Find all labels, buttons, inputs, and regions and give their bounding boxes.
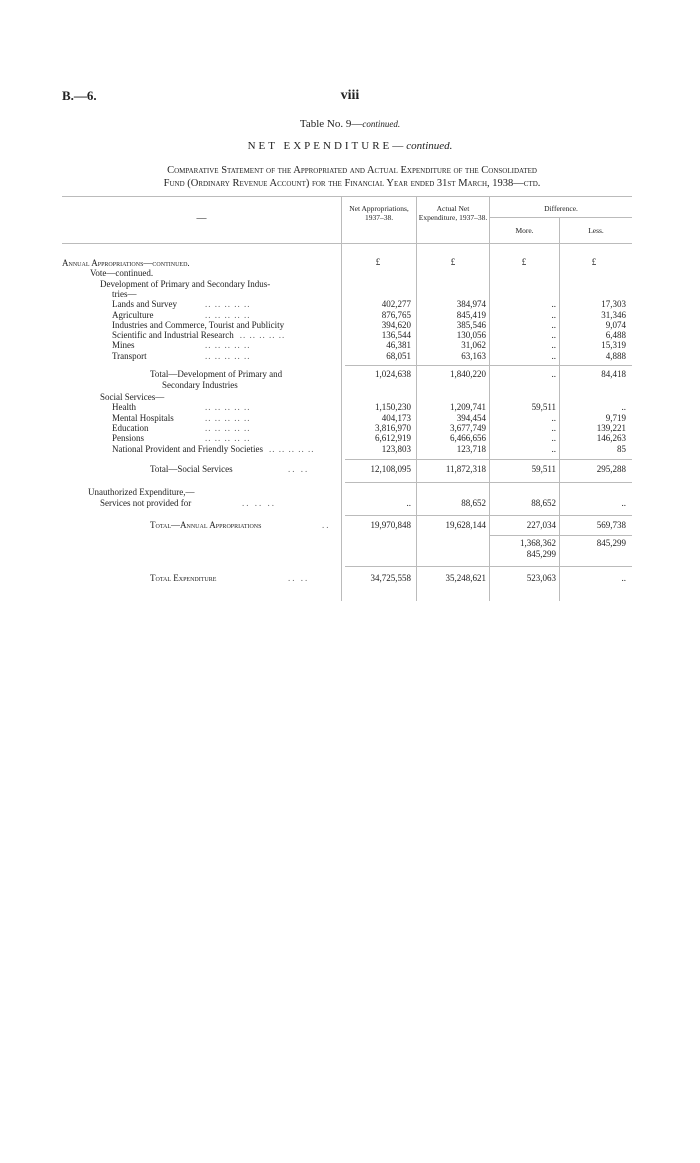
cell-less: 9,719 [605, 412, 626, 423]
cell-actual: 3,677,749 [450, 422, 486, 433]
section-rule [490, 535, 632, 536]
leader-dots: .. .. .. .. .. [205, 299, 251, 310]
cell-actual: 385,546 [456, 319, 486, 330]
cell-more: .. [551, 443, 556, 454]
cell-actual: 35,248,621 [445, 573, 486, 583]
cell-less: 4,888 [605, 350, 626, 361]
section-title-cont: continued. [406, 140, 453, 152]
cell-net-appropriations: 3,816,970 [375, 422, 411, 433]
total-development-row [0, 369, 700, 380]
currency-symbol: £ [591, 257, 597, 267]
leader-dots: .. .. [288, 464, 310, 474]
row-label: Scientific and Industrial Research [112, 330, 234, 341]
cell-actual: 88,652 [461, 498, 486, 508]
row-label: Education [112, 422, 149, 433]
cell-more: 59,511 [531, 464, 556, 474]
cell-actual: 19,628,144 [445, 520, 486, 530]
cell-net-appropriations: 68,051 [386, 350, 411, 361]
cell-actual: 1,840,220 [450, 369, 486, 379]
total-development-row-2 [0, 380, 700, 391]
table-subtitle [62, 164, 642, 190]
adjustment-row-2 [0, 549, 700, 560]
subtitle-line-2: Fund (Ordinary Revenue Account) for the Financial Year ended 31st March, 1938—ctd. [163, 178, 541, 189]
section-title-main: NET EXPENDITURE— [247, 140, 407, 152]
row-label: Mines [112, 340, 135, 351]
table-number [0, 118, 700, 130]
currency-symbol: £ [450, 257, 456, 267]
row-label: tries— [112, 288, 137, 299]
cell-less: 146,263 [596, 433, 626, 444]
column-header-more: More. [515, 226, 534, 235]
cell-more: 88,652 [531, 498, 556, 508]
cell-less: 31,346 [601, 309, 626, 320]
column-header-difference: Difference. [544, 204, 578, 213]
row-label: National Provident and Friendly Societies [112, 443, 263, 454]
table-number-main: Table No. 9— [299, 118, 363, 130]
page-number: viii [340, 88, 360, 103]
cell-net-appropriations: 394,620 [381, 319, 411, 330]
row-label: Vote—continued. [90, 268, 154, 279]
cell-less: .. [621, 402, 626, 413]
total-expenditure-row [0, 573, 700, 584]
cell-net-appropriations: 1,024,638 [375, 369, 411, 379]
cell-more: 59,511 [531, 402, 556, 413]
row-label: Services not provided for [100, 498, 192, 508]
cell-less: .. [621, 498, 626, 508]
leader-dots: .. .. .. .. .. [205, 350, 251, 361]
cell-less: 17,303 [601, 299, 626, 310]
cell-less: 84,418 [601, 369, 626, 379]
leader-dots: .. .. .. .. .. [268, 443, 315, 454]
leader-dots: .. .. .. .. .. [205, 412, 251, 423]
cell-actual: 130,056 [456, 330, 486, 341]
cell-actual: 123,718 [456, 443, 486, 454]
subtotal-rule [345, 459, 632, 460]
table-row [0, 351, 700, 362]
cell-less: 6,488 [605, 330, 626, 341]
row-label: Social Services— [100, 392, 165, 402]
cell-actual: 63,163 [461, 350, 486, 361]
cell-more: .. [551, 319, 556, 330]
cell-actual: 31,062 [461, 340, 486, 351]
total-annual-row [0, 520, 700, 531]
unauthorized-row [0, 487, 700, 498]
currency-symbol: £ [521, 257, 527, 267]
cell-less: 569,738 [596, 520, 626, 530]
row-label: Development of Primary and Secondary Indus- [100, 278, 271, 289]
row-label: Agriculture [112, 309, 154, 320]
column-header-blank: — [196, 213, 207, 224]
adjustment-row [0, 538, 700, 549]
cell-less: 295,288 [596, 464, 626, 474]
table-header-rule [62, 243, 632, 244]
cell-more: .. [551, 350, 556, 361]
difference-rule [490, 217, 632, 218]
cell-actual: 394,454 [456, 412, 486, 423]
cell-less: 9,074 [605, 319, 626, 330]
cell-net-appropriations: 876,765 [381, 309, 411, 320]
row-label: Total Expenditure [150, 573, 217, 583]
row-label: Lands and Survey [112, 299, 177, 310]
cell-net-appropriations: .. [406, 498, 411, 508]
table-row [0, 444, 700, 455]
cell-more: .. [551, 340, 556, 351]
cell-more: 845,299 [526, 549, 556, 559]
unauthorized-row-2 [0, 498, 700, 509]
cell-more: 227,034 [526, 520, 556, 530]
section-rule [345, 515, 632, 516]
row-label: Total—Social Services [150, 464, 233, 474]
subtotal-rule [345, 365, 632, 366]
section-title [0, 140, 700, 152]
cell-less: 139,221 [596, 422, 626, 433]
cell-net-appropriations: 1,150,230 [375, 402, 411, 413]
cell-actual: 6,466,656 [450, 433, 486, 444]
cell-net-appropriations: 12,108,095 [370, 464, 411, 474]
cell-actual: 1,209,741 [450, 402, 486, 413]
cell-net-appropriations: 402,277 [381, 299, 411, 310]
row-label: Pensions [112, 433, 145, 444]
cell-net-appropriations: 6,612,919 [375, 433, 411, 444]
cell-more: .. [551, 299, 556, 310]
cell-less: 85 [617, 443, 626, 454]
section-rule [345, 482, 632, 483]
total-social-row [0, 464, 700, 475]
cell-less: .. [621, 573, 626, 583]
leader-dots: .. .. .. [242, 498, 276, 508]
row-label: Mental Hospitals [112, 412, 174, 423]
cell-more: .. [551, 369, 556, 379]
leader-dots: .. .. .. .. .. [205, 422, 251, 433]
report-reference: B.—6. [62, 88, 97, 103]
row-label: Total—Annual Appropriations [150, 520, 262, 530]
row-label: Industries and Commerce, Tourist and Publicity [112, 319, 285, 330]
cell-less: 15,319 [601, 340, 626, 351]
subtitle-line-1: Comparative Statement of the Appropriated and Actual Expenditure of the Consolidated [167, 165, 537, 176]
table-number-cont: continued. [362, 119, 401, 129]
row-label: Total—Development of Primary and [150, 369, 283, 379]
column-header-net-appropriations: Net Appropriations, 1937–38. [349, 204, 409, 222]
cell-more: 1,368,362 [520, 538, 556, 548]
cell-more: .. [551, 412, 556, 423]
currency-symbol: £ [375, 257, 381, 267]
cell-net-appropriations: 404,173 [381, 412, 411, 423]
leader-dots: .. .. .. .. .. [239, 330, 286, 341]
cell-net-appropriations: 19,970,848 [370, 520, 411, 530]
row-label: Annual Appropriations—continued. [62, 258, 190, 268]
leader-dots: .. [322, 520, 331, 530]
cell-net-appropriations: 34,725,558 [370, 573, 411, 583]
column-header-actual-expenditure: Actual Net Expenditure, 1937–38. [418, 204, 488, 222]
leader-dots: .. .. .. .. .. [205, 340, 251, 351]
cell-less: 845,299 [596, 538, 626, 548]
leader-dots: .. .. [288, 573, 310, 583]
table-top-rule [62, 196, 632, 197]
leader-dots: .. .. .. .. .. [205, 402, 251, 413]
row-label: Secondary Industries [162, 380, 238, 390]
cell-more: .. [551, 422, 556, 433]
cell-more: .. [551, 309, 556, 320]
row-label: Transport [112, 350, 147, 361]
cell-more: 523,063 [526, 573, 556, 583]
cell-more: .. [551, 433, 556, 444]
cell-actual: 384,974 [456, 299, 486, 310]
cell-more: .. [551, 330, 556, 341]
row-label: Health [112, 402, 136, 413]
column-header-less: Less. [588, 226, 604, 235]
section-rule [345, 566, 632, 567]
cell-actual: 845,419 [456, 309, 486, 320]
row-label: Unauthorized Expenditure,— [88, 487, 195, 497]
cell-net-appropriations: 46,381 [386, 340, 411, 351]
leader-dots: .. .. .. .. .. [205, 309, 251, 320]
cell-net-appropriations: 136,544 [381, 330, 411, 341]
leader-dots: .. .. .. .. .. [205, 433, 251, 444]
cell-actual: 11,872,318 [445, 464, 486, 474]
cell-net-appropriations: 123,803 [381, 443, 411, 454]
